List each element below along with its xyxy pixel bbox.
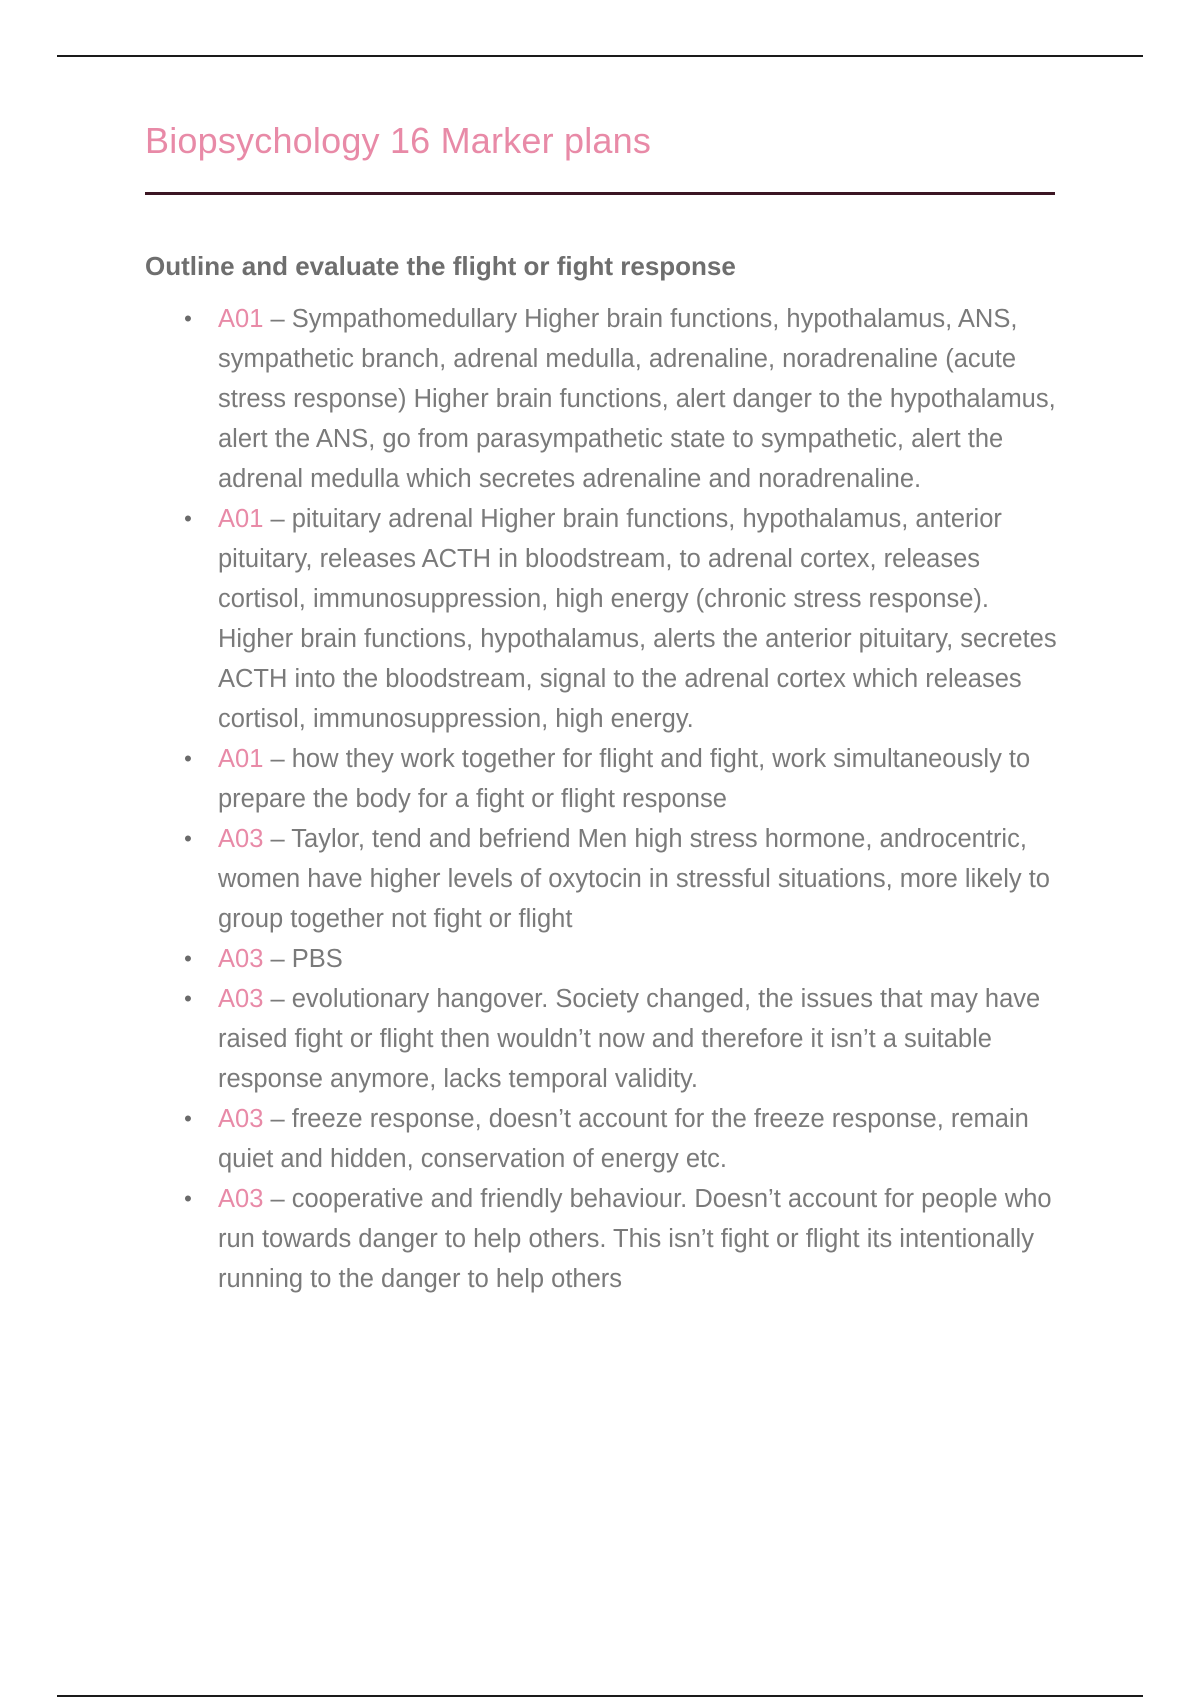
list-item bbox=[184, 819, 1068, 939]
point-text: pituitary adrenal Higher brain functions, hypothalamus, anterior pituitary, releases ACTH in bloodstream, to adrenal cortex, releases cortisol, immunosuppression, high energy (chronic stress response). Higher brain functions, hypothalamus, alerts the anterior pituitary, secretes ACTH into the bloodstream, signal to the adrenal cortex which releases cortisol, immunosuppression, high energy. bbox=[218, 505, 1057, 733]
list-item bbox=[184, 739, 1068, 819]
assessment-objective-code: A01 bbox=[218, 505, 264, 533]
bullet-icon: • bbox=[184, 1106, 192, 1131]
list-item bbox=[184, 939, 1068, 979]
dash-separator: – bbox=[263, 305, 292, 333]
bullet-icon: • bbox=[184, 1186, 192, 1211]
title-underline bbox=[145, 192, 1055, 195]
dash-separator: – bbox=[263, 505, 292, 533]
page-bottom-rule bbox=[57, 1695, 1143, 1697]
dash-separator: – bbox=[263, 745, 292, 773]
assessment-objective-code: A03 bbox=[218, 985, 264, 1013]
list-item bbox=[184, 1099, 1068, 1179]
bullet-icon: • bbox=[184, 506, 192, 531]
bullet-icon: • bbox=[184, 826, 192, 851]
bullet-icon: • bbox=[184, 986, 192, 1011]
question-heading: Outline and evaluate the flight or fight response bbox=[145, 251, 736, 281]
point-text: evolutionary hangover. Society changed, the issues that may have raised fight or flight then wouldn’t now and therefore it isn’t a suitable response anymore, lacks temporal validity. bbox=[218, 985, 1041, 1093]
bullet-icon: • bbox=[184, 946, 192, 971]
page-top-rule bbox=[57, 55, 1143, 57]
dash-separator: – bbox=[263, 1105, 292, 1133]
bullet-icon: • bbox=[184, 306, 192, 331]
assessment-objective-code: A03 bbox=[218, 945, 264, 973]
assessment-objective-code: A01 bbox=[218, 305, 264, 333]
list-item bbox=[184, 1179, 1068, 1299]
point-text: freeze response, doesn’t account for the freeze response, remain quiet and hidden, conservation of energy etc. bbox=[218, 1105, 1029, 1173]
dash-separator: – bbox=[263, 1185, 292, 1213]
assessment-objective-code: A03 bbox=[218, 825, 264, 853]
assessment-objective-code: A03 bbox=[218, 1105, 264, 1133]
list-item bbox=[184, 979, 1068, 1099]
dash-separator: – bbox=[263, 945, 292, 973]
dash-separator: – bbox=[263, 985, 292, 1013]
assessment-objective-code: A01 bbox=[218, 745, 264, 773]
point-text: cooperative and friendly behaviour. Doesn’t account for people who run towards danger to help others. This isn’t fight or flight its intentionally running to the danger to help others bbox=[218, 1185, 1052, 1293]
point-text: PBS bbox=[291, 945, 343, 973]
list-item bbox=[184, 499, 1068, 739]
assessment-objective-code: A03 bbox=[218, 1185, 264, 1213]
dash-separator: – bbox=[263, 825, 292, 853]
point-text: how they work together for flight and fight, work simultaneously to prepare the body for a fight or flight response bbox=[218, 745, 1031, 813]
point-text: Taylor, tend and befriend Men high stress hormone, androcentric, women have higher levels of oxytocin in stressful situations, more likely to group together not fight or flight bbox=[218, 825, 1050, 933]
point-text: Sympathomedullary Higher brain functions, hypothalamus, ANS, sympathetic branch, adrenal medulla, adrenaline, noradrenaline (acute stress response) Higher brain functions, alert danger to the hypothalamus, alert the ANS, go from parasympathetic state to sympathetic, alert the adrenal medulla which secretes adrenaline and noradrenaline. bbox=[218, 305, 1056, 493]
bullet-icon: • bbox=[184, 746, 192, 771]
list-item bbox=[184, 299, 1068, 499]
marker-plan-list bbox=[184, 299, 1068, 1299]
page-title: Biopsychology 16 Marker plans bbox=[145, 120, 652, 161]
